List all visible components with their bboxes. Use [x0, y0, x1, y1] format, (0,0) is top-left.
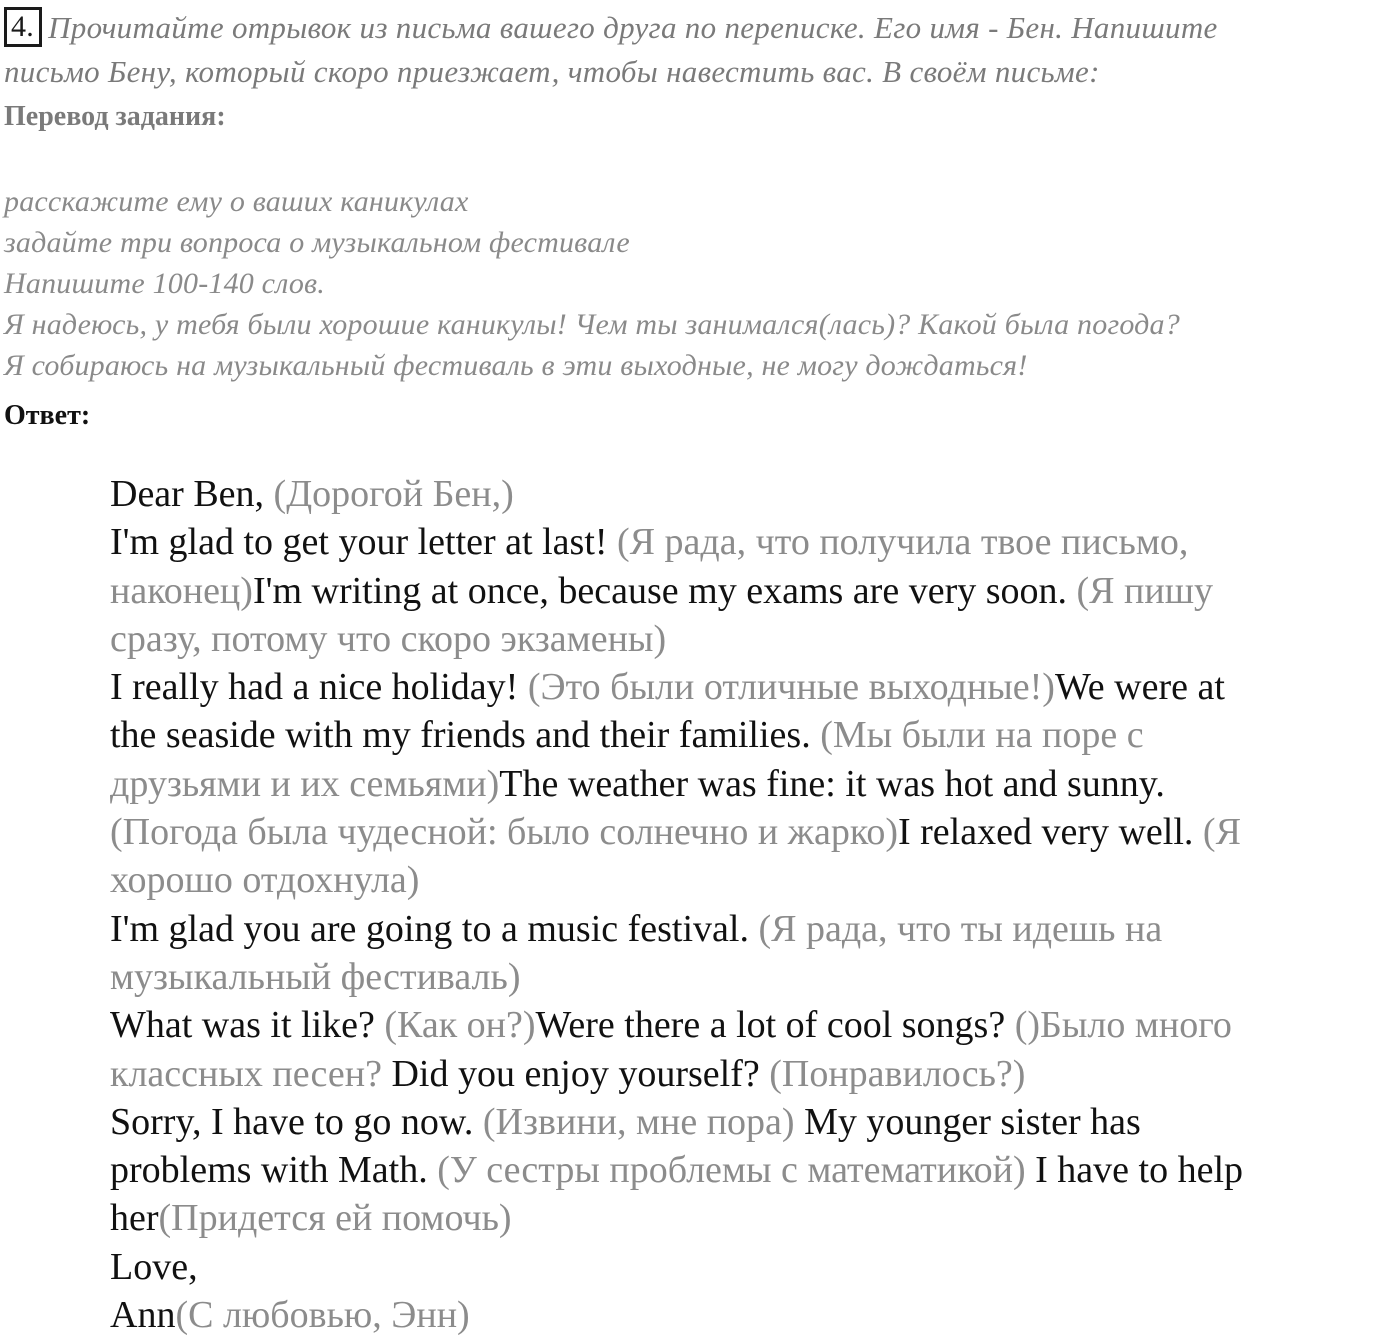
letter-line	[110, 1194, 1392, 1242]
task-line-2: письмо Бену, который скоро приезжает, чтобы навестить вас. В своём письме:	[4, 54, 1100, 89]
letter-line	[110, 1291, 1392, 1339]
letter-text-en: I really had a nice holiday!	[110, 666, 528, 709]
letter-text-en: Were there a lot of cool songs?	[535, 1004, 1015, 1047]
letter-line	[110, 470, 1392, 518]
task-instructions	[4, 6, 1396, 94]
letter-text-en: I have to help	[1035, 1149, 1244, 1192]
letter-text-en: Love,	[110, 1245, 198, 1288]
letter-text-ru: (С любовью, Энн)	[175, 1294, 470, 1337]
letter-text-ru: (Я пишу	[1076, 569, 1213, 612]
letter-text-ru: (Погода была чудесной: было солнечно и жарко)	[110, 811, 898, 854]
letter-text-ru: сразу, потому что скоро экзамены)	[110, 617, 667, 660]
letter-text-en: problems with Math.	[110, 1149, 438, 1192]
letter-text-en: her	[110, 1197, 159, 1240]
task-point: задайте три вопроса о музыкальном фестивале	[4, 226, 630, 259]
letter-text-ru: музыкальный фестиваль)	[110, 955, 521, 998]
letter-text-en: the seaside with my friends and their families.	[110, 714, 821, 757]
task-point: расскажите ему о ваших каникулах	[4, 185, 469, 218]
letter-text-ru: (Как он?)	[384, 1004, 536, 1047]
letter-text-ru: (Понравилось?)	[769, 1052, 1026, 1095]
letter-text-ru: (Я рада, что ты идешь на	[758, 907, 1163, 950]
letter-text-en: I'm glad to get your letter at last!	[110, 521, 618, 564]
letter-text-ru: (Извини, мне пора)	[482, 1100, 805, 1143]
letter-text-ru: (Дорогой Бен,)	[273, 473, 514, 515]
letter-text-en: I relaxed very well.	[898, 811, 1203, 854]
task-points	[4, 181, 1398, 386]
letter-line	[110, 518, 1392, 566]
task-line-1	[4, 6, 1396, 50]
letter-text-en: I'm glad you are going to a music festival.	[110, 907, 759, 950]
letter-text-ru: ()Было много	[1014, 1004, 1232, 1047]
letter-line	[110, 663, 1392, 711]
letter-text-ru: (Это были отличные выходные!)	[527, 666, 1055, 709]
letter-text-en: Dear Ben,	[110, 473, 274, 515]
letter-text-ru: хорошо отдохнула)	[110, 859, 420, 902]
task-point: Я собираюсь на музыкальный фестиваль в эти выходные, не могу дождаться!	[4, 349, 1028, 382]
letter-line	[110, 856, 1392, 904]
letter-text-ru: (Я рада, что получила твое письмо,	[617, 521, 1189, 564]
letter-line	[110, 1050, 1392, 1098]
letter-text-en: Did you enjoy yourself?	[391, 1052, 770, 1095]
task-point: Напишите 100-140 слов.	[4, 267, 325, 300]
letter-line	[110, 760, 1392, 808]
letter-text-en: The weather was fine: it was hot and sunny.	[499, 762, 1165, 805]
task-number: 4.	[4, 7, 42, 47]
task-point: Я надеюсь, у тебя были хорошие каникулы! Чем ты занимался(лась)? Какой была погода?	[4, 308, 1180, 341]
letter-line	[110, 905, 1392, 953]
letter-line	[110, 808, 1392, 856]
letter-line	[110, 1146, 1392, 1194]
letter-line	[110, 953, 1392, 1001]
letter-text-ru: (У сестры проблемы с математикой)	[437, 1149, 1036, 1192]
letter-text-en: What was it like?	[110, 1004, 385, 1047]
letter-text-ru: (Я	[1202, 811, 1241, 854]
letter-line	[110, 711, 1392, 759]
letter-signature: Ann	[110, 1294, 176, 1337]
letter-text-en: My younger sister has	[804, 1100, 1141, 1143]
letter-text-ru: (Мы были на поре с	[820, 714, 1144, 757]
translation-heading: Перевод задания:	[4, 101, 226, 132]
answer-letter	[110, 470, 1392, 1339]
answer-heading: Ответ:	[4, 400, 91, 431]
letter-line	[110, 567, 1392, 615]
letter-line	[110, 1001, 1392, 1049]
letter-text-en: We were at	[1054, 666, 1225, 709]
letter-line	[110, 1098, 1392, 1146]
letter-text-ru: друзьями и их семьями)	[110, 762, 500, 805]
letter-text-en: Sorry, I have to go now.	[110, 1100, 483, 1143]
letter-line	[110, 1243, 1392, 1291]
letter-line	[110, 615, 1392, 663]
letter-text-ru: (Придется ей помочь)	[158, 1197, 512, 1240]
letter-text-en: I'm writing at once, because my exams are very soon.	[252, 569, 1077, 612]
task-text-1: Прочитайте отрывок из письма вашего друга по переписке. Его имя - Бен. Напишите	[48, 10, 1218, 45]
letter-text-ru: классных песен?	[110, 1052, 392, 1095]
letter-text-ru: наконец)	[110, 569, 253, 612]
